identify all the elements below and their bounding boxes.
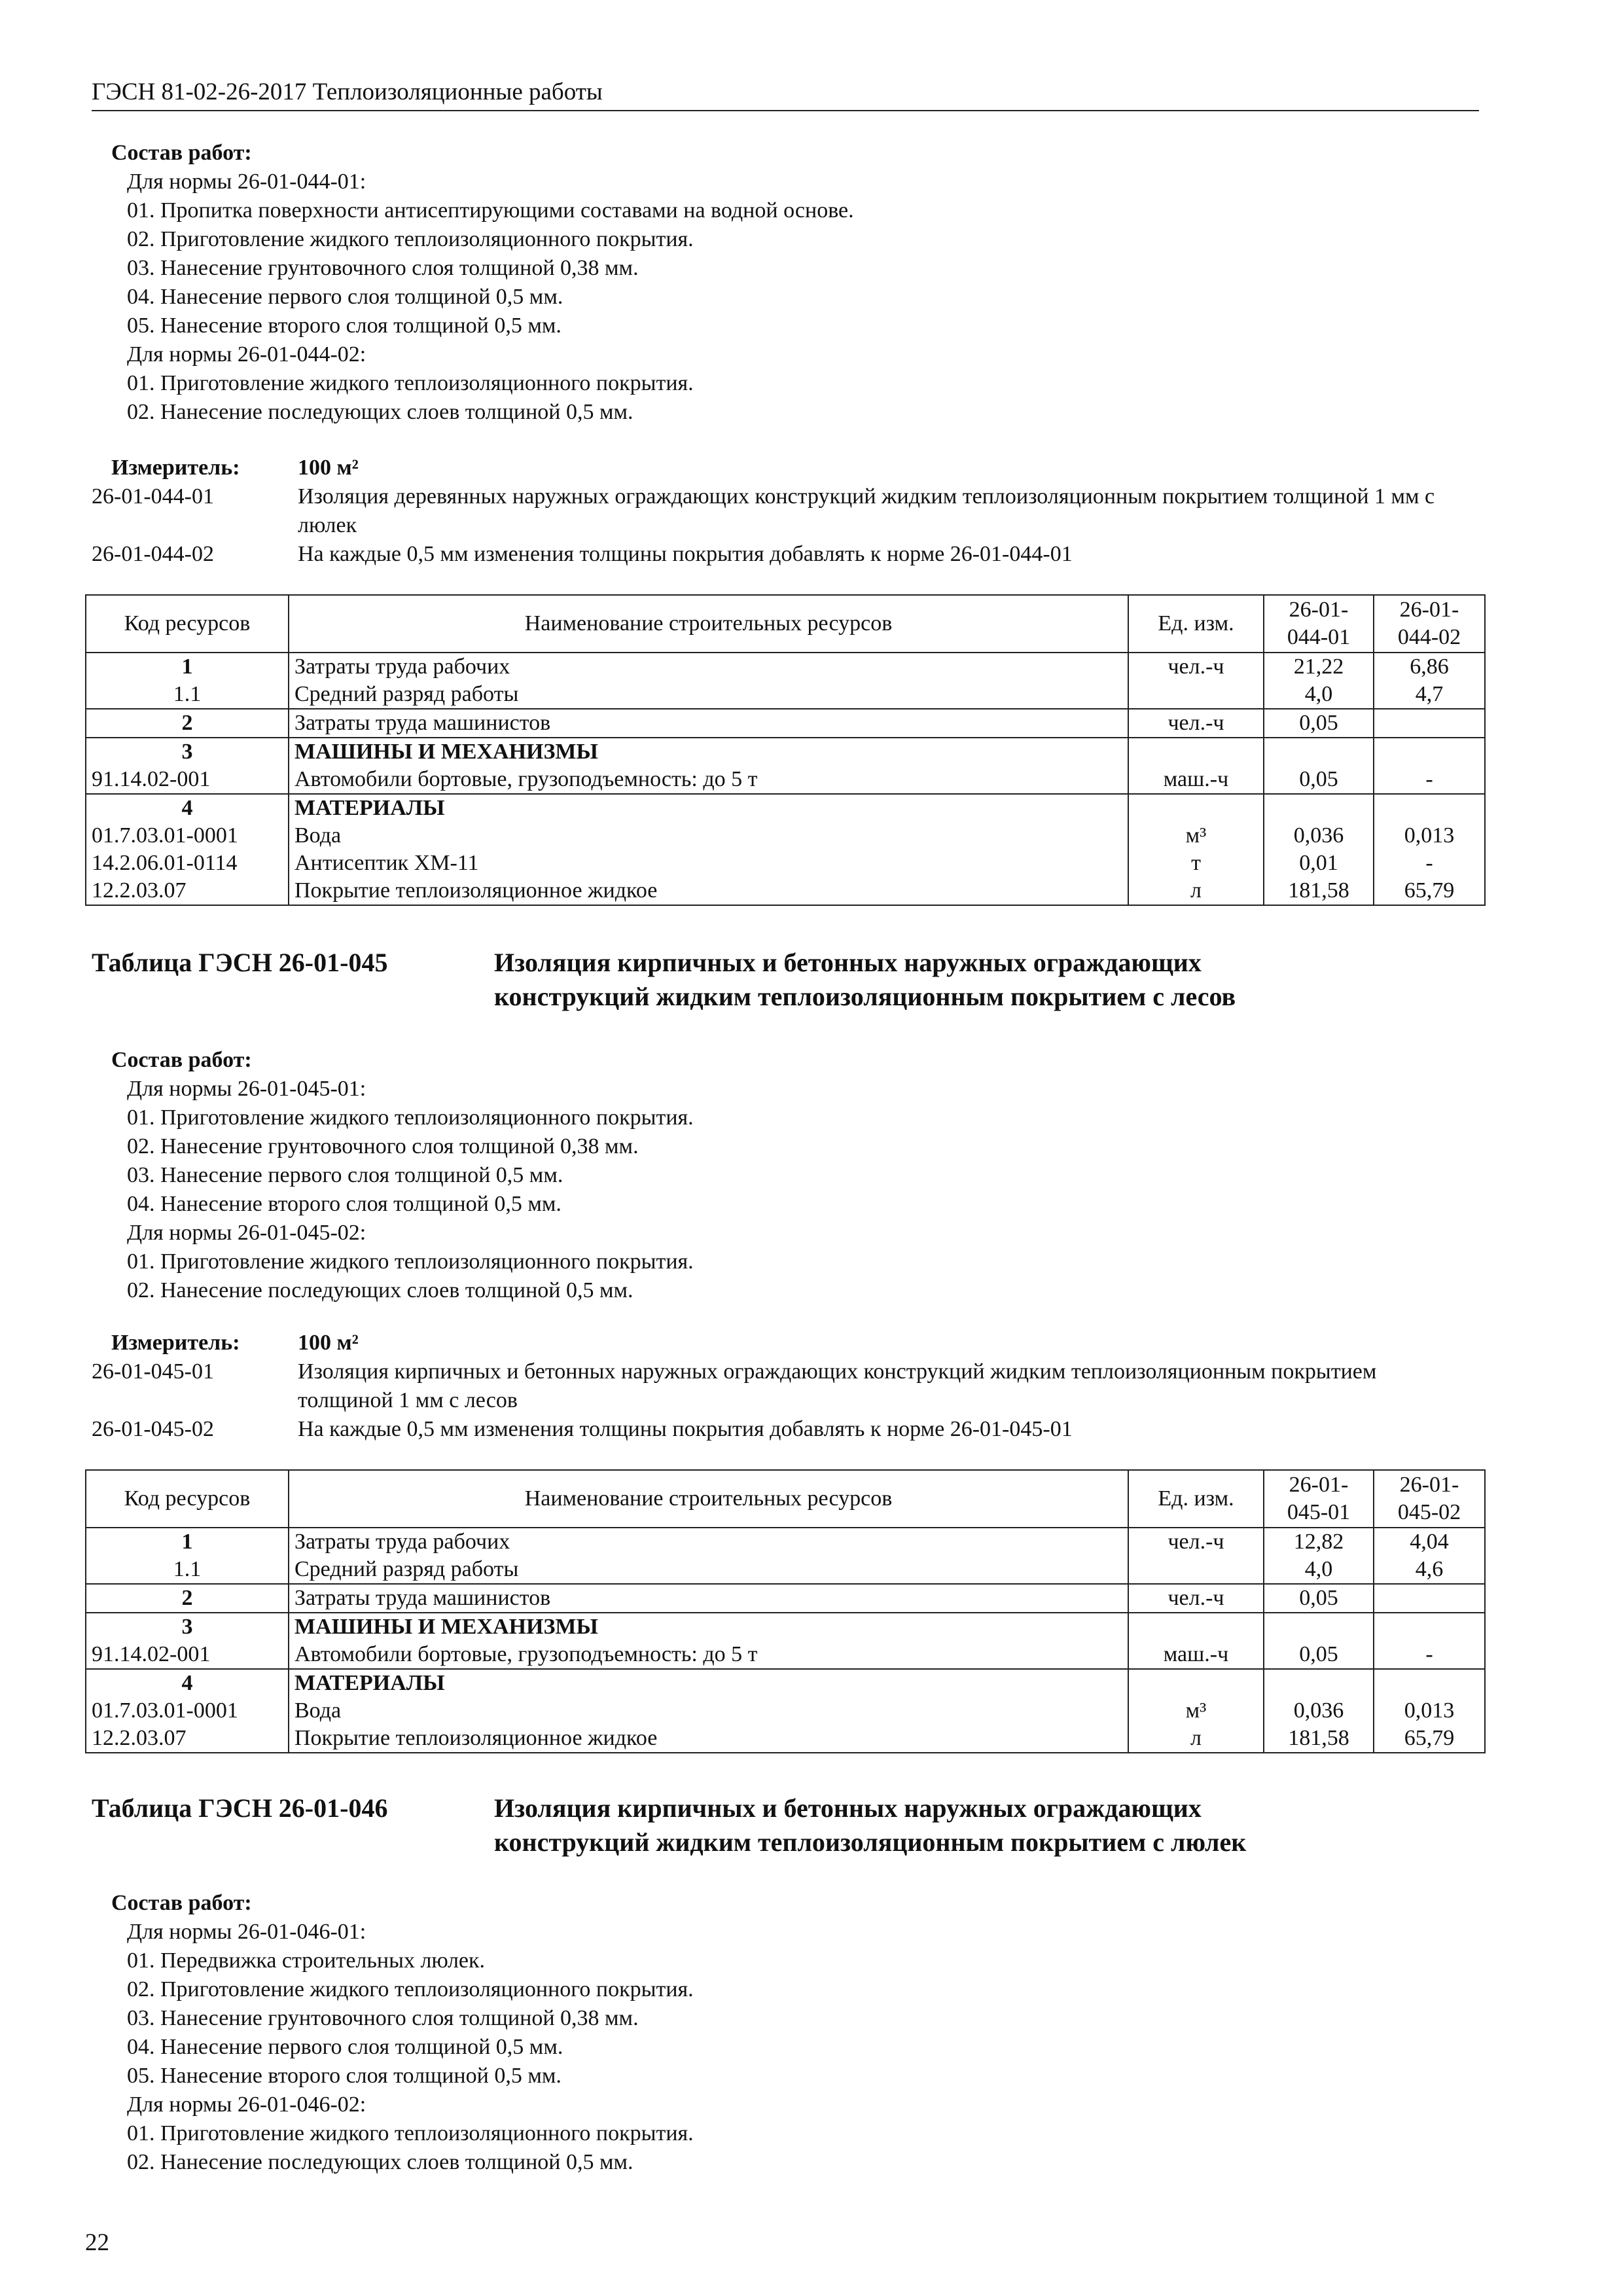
sostav-line: 01. Приготовление жидкого теплоизоляционного покрытия. <box>127 2121 694 2145</box>
cell-value-1: 12,82 <box>1264 1528 1374 1556</box>
table-title-name-line: Изоляция кирпичных и бетонных наружных ограждающих <box>494 948 1202 977</box>
table-row <box>86 1669 1485 1697</box>
cell-name: Автомобили бортовые, грузоподъемность: до 5 т <box>289 766 1128 794</box>
sostav-line: 03. Нанесение грунтовочного слоя толщиной 0,38 мм. <box>127 256 639 280</box>
table-row <box>86 1528 1485 1556</box>
norm-text: Изоляция кирпичных и бетонных наружных ограждающих конструкций жидким теплоизоляционным покрытием толщиной 1 мм с лесов <box>298 1359 1377 1412</box>
sostav-line: 01. Приготовление жидкого теплоизоляционного покрытия. <box>127 1249 694 1274</box>
cell-code: 12.2.03.07 <box>86 1725 289 1753</box>
table-row <box>86 1725 1485 1753</box>
sostav-line: 01. Передвижка строительных люлек. <box>127 1948 486 1973</box>
cell-value-2: - <box>1374 766 1485 794</box>
cell-unit: л <box>1128 877 1264 905</box>
izmeritel-045 <box>92 1329 1486 1444</box>
cell-code: 12.2.03.07 <box>86 877 289 905</box>
cell-name: Покрытие теплоизоляционное жидкое <box>289 1725 1128 1753</box>
col-header-norm-2: 26-01-045-02 <box>1374 1470 1485 1528</box>
cell-unit <box>1128 681 1264 709</box>
table-row <box>86 1641 1485 1669</box>
cell-name: МАШИНЫ И МЕХАНИЗМЫ <box>289 738 1128 766</box>
cell-value-2 <box>1374 1669 1485 1697</box>
resource-table-045 <box>85 1469 1486 1753</box>
cell-value-1: 4,0 <box>1264 681 1374 709</box>
sostav-line: Для нормы 26-01-045-01: <box>127 1077 366 1101</box>
cell-unit <box>1128 1613 1264 1641</box>
cell-code: 1.1 <box>86 681 289 709</box>
norm-code: 26-01-045-01 <box>92 1359 214 1384</box>
page-number: 22 <box>85 2229 109 2256</box>
sostav-line: 01. Приготовление жидкого теплоизоляционного покрытия. <box>127 1105 694 1130</box>
cell-unit <box>1128 1556 1264 1584</box>
cell-value-2: 4,6 <box>1374 1556 1485 1584</box>
izmeritel-044 <box>92 454 1486 569</box>
cell-name: Средний разряд работы <box>289 681 1128 709</box>
sostav-line: 02. Нанесение последующих слоев толщиной 0,5 мм. <box>127 400 633 424</box>
table-row <box>86 1556 1485 1584</box>
sostav-line: Для нормы 26-01-046-01: <box>127 1920 366 1944</box>
cell-value-1: 0,05 <box>1264 1584 1374 1613</box>
col-header-name: Наименование строительных ресурсов <box>289 595 1128 653</box>
cell-unit: чел.-ч <box>1128 1584 1264 1613</box>
cell-name: Вода <box>289 1697 1128 1725</box>
cell-value-1: 0,05 <box>1264 709 1374 738</box>
cell-value-2: - <box>1374 1641 1485 1669</box>
sostav-line: 02. Нанесение грунтовочного слоя толщиной 0,38 мм. <box>127 1134 639 1158</box>
cell-unit: маш.-ч <box>1128 1641 1264 1669</box>
cell-value-2: 65,79 <box>1374 1725 1485 1753</box>
sostav-title: Состав работ: <box>111 141 252 165</box>
table-row <box>86 877 1485 905</box>
norm-code: 26-01-045-02 <box>92 1417 214 1441</box>
cell-value-2: 6,86 <box>1374 653 1485 681</box>
cell-code: 2 <box>86 1584 289 1613</box>
sostav-line: 04. Нанесение первого слоя толщиной 0,5 мм. <box>127 285 563 309</box>
norm-text: На каждые 0,5 мм изменения толщины покрытия добавлять к норме 26-01-044-01 <box>298 542 1073 566</box>
cell-name: Затраты труда машинистов <box>289 709 1128 738</box>
cell-name: Затраты труда рабочих <box>289 1528 1128 1556</box>
cell-code: 2 <box>86 709 289 738</box>
cell-value-1 <box>1264 794 1374 822</box>
cell-name: Вода <box>289 822 1128 850</box>
cell-value-1: 0,05 <box>1264 766 1374 794</box>
table-title-name-line: Изоляция кирпичных и бетонных наружных ограждающих <box>494 1793 1202 1823</box>
col-header-unit: Ед. изм. <box>1128 1470 1264 1528</box>
cell-value-1: 0,036 <box>1264 822 1374 850</box>
sostav-line: Для нормы 26-01-045-02: <box>127 1221 366 1245</box>
cell-unit: чел.-ч <box>1128 709 1264 738</box>
sostav-line: 02. Приготовление жидкого теплоизоляционного покрытия. <box>127 227 694 251</box>
table-row <box>86 766 1485 794</box>
cell-code: 91.14.02-001 <box>86 766 289 794</box>
cell-name: Покрытие теплоизоляционное жидкое <box>289 877 1128 905</box>
cell-unit: м³ <box>1128 1697 1264 1725</box>
cell-name: Антисептик ХМ-11 <box>289 850 1128 877</box>
cell-value-2 <box>1374 738 1485 766</box>
cell-name: Средний разряд работы <box>289 1556 1128 1584</box>
table-row <box>86 1584 1485 1613</box>
cell-name: Затраты труда рабочих <box>289 653 1128 681</box>
cell-name: Затраты труда машинистов <box>289 1584 1128 1613</box>
izmeritel-value: 100 м² <box>298 1331 359 1355</box>
cell-code: 14.2.06.01-0114 <box>86 850 289 877</box>
col-header-code: Код ресурсов <box>86 595 289 653</box>
table-row <box>86 794 1485 822</box>
cell-name: Автомобили бортовые, грузоподъемность: до 5 т <box>289 1641 1128 1669</box>
cell-unit <box>1128 794 1264 822</box>
cell-unit: маш.-ч <box>1128 766 1264 794</box>
cell-value-2: 4,7 <box>1374 681 1485 709</box>
running-header: ГЭСН 81-02-26-2017 Теплоизоляционные работы <box>92 77 1479 111</box>
cell-value-2: 0,013 <box>1374 822 1485 850</box>
cell-value-1: 0,05 <box>1264 1641 1374 1669</box>
cell-unit: чел.-ч <box>1128 653 1264 681</box>
cell-value-1: 181,58 <box>1264 1725 1374 1753</box>
sostav-line: 02. Нанесение последующих слоев толщиной 0,5 мм. <box>127 1278 633 1302</box>
cell-value-2: 65,79 <box>1374 877 1485 905</box>
cell-code: 4 <box>86 794 289 822</box>
cell-code: 1 <box>86 653 289 681</box>
cell-name: МАТЕРИАЛЫ <box>289 794 1128 822</box>
cell-code: 3 <box>86 1613 289 1641</box>
sostav-line: 05. Нанесение второго слоя толщиной 0,5 мм. <box>127 314 562 338</box>
table-title-name-line: конструкций жидким теплоизоляционным покрытием с лесов <box>494 982 1236 1011</box>
cell-unit: л <box>1128 1725 1264 1753</box>
cell-unit <box>1128 1669 1264 1697</box>
cell-code: 01.7.03.01-0001 <box>86 1697 289 1725</box>
cell-code: 3 <box>86 738 289 766</box>
table-row <box>86 1613 1485 1641</box>
sostav-title: Состав работ: <box>111 1048 252 1072</box>
izmeritel-label: Измеритель: <box>111 1331 240 1355</box>
cell-value-1 <box>1264 738 1374 766</box>
table-row <box>86 850 1485 877</box>
cell-value-1: 181,58 <box>1264 877 1374 905</box>
cell-value-1: 0,01 <box>1264 850 1374 877</box>
col-header-norm-1: 26-01-045-01 <box>1264 1470 1374 1528</box>
table-row <box>86 822 1485 850</box>
cell-name: МАШИНЫ И МЕХАНИЗМЫ <box>289 1613 1128 1641</box>
cell-code: 01.7.03.01-0001 <box>86 822 289 850</box>
cell-code: 91.14.02-001 <box>86 1641 289 1669</box>
table-title-name-line: конструкций жидким теплоизоляционным покрытием с люлек <box>494 1827 1247 1857</box>
sostav-line: 01. Приготовление жидкого теплоизоляционного покрытия. <box>127 371 694 395</box>
cell-value-2: 4,04 <box>1374 1528 1485 1556</box>
table-title-046 <box>92 1791 1486 1859</box>
resource-table-044 <box>85 594 1486 906</box>
sostav-line: 03. Нанесение грунтовочного слоя толщиной 0,38 мм. <box>127 2006 639 2030</box>
sostav-line: Для нормы 26-01-044-02: <box>127 342 366 367</box>
col-header-name: Наименование строительных ресурсов <box>289 1470 1128 1528</box>
cell-unit: м³ <box>1128 822 1264 850</box>
col-header-norm-1: 26-01-044-01 <box>1264 595 1374 653</box>
cell-value-1: 0,036 <box>1264 1697 1374 1725</box>
sostav-line: 02. Нанесение последующих слоев толщиной 0,5 мм. <box>127 2150 633 2174</box>
izmeritel-value: 100 м² <box>298 456 359 480</box>
sostav-line: 02. Приготовление жидкого теплоизоляционного покрытия. <box>127 1977 694 2001</box>
sostav-line: 03. Нанесение первого слоя толщиной 0,5 мм. <box>127 1163 563 1187</box>
cell-name: МАТЕРИАЛЫ <box>289 1669 1128 1697</box>
cell-unit: т <box>1128 850 1264 877</box>
cell-code: 1.1 <box>86 1556 289 1584</box>
cell-value-1 <box>1264 1669 1374 1697</box>
norm-code: 26-01-044-01 <box>92 484 214 509</box>
cell-code: 1 <box>86 1528 289 1556</box>
sostav-line: Для нормы 26-01-046-02: <box>127 2092 366 2117</box>
cell-unit: чел.-ч <box>1128 1528 1264 1556</box>
cell-value-1 <box>1264 1613 1374 1641</box>
cell-value-2 <box>1374 1584 1485 1613</box>
col-header-norm-2: 26-01-044-02 <box>1374 595 1485 653</box>
sostav-line: 04. Нанесение первого слоя толщиной 0,5 мм. <box>127 2035 563 2059</box>
cell-value-1: 4,0 <box>1264 1556 1374 1584</box>
norm-text: На каждые 0,5 мм изменения толщины покрытия добавлять к норме 26-01-045-01 <box>298 1417 1073 1441</box>
sostav-line: 04. Нанесение второго слоя толщиной 0,5 мм. <box>127 1192 562 1216</box>
sostav-line: 05. Нанесение второго слоя толщиной 0,5 мм. <box>127 2064 562 2088</box>
col-header-code: Код ресурсов <box>86 1470 289 1528</box>
cell-value-2 <box>1374 794 1485 822</box>
sostav-line: Для нормы 26-01-044-01: <box>127 170 366 194</box>
cell-value-2 <box>1374 1613 1485 1641</box>
sostav-rabot-046 <box>92 1889 1486 2177</box>
col-header-unit: Ед. изм. <box>1128 595 1264 653</box>
norm-text: Изоляция деревянных наружных ограждающих конструкций жидким теплоизоляционным покрытием толщиной 1 мм с люлек <box>298 484 1435 537</box>
table-row <box>86 681 1485 709</box>
table-row <box>86 709 1485 738</box>
table-row <box>86 738 1485 766</box>
sostav-rabot-044 <box>92 139 1486 427</box>
sostav-rabot-045 <box>92 1046 1486 1305</box>
table-row <box>86 653 1485 681</box>
table-title-045 <box>92 946 1486 1014</box>
sostav-title: Состав работ: <box>111 1891 252 1915</box>
izmeritel-label: Измеритель: <box>111 456 240 480</box>
cell-value-2 <box>1374 709 1485 738</box>
sostav-line: 01. Пропитка поверхности антисептирующими составами на водной основе. <box>127 198 854 223</box>
cell-value-1: 21,22 <box>1264 653 1374 681</box>
cell-code: 4 <box>86 1669 289 1697</box>
table-title-code: Таблица ГЭСН 26-01-045 <box>92 948 388 977</box>
cell-unit <box>1128 738 1264 766</box>
cell-value-2: 0,013 <box>1374 1697 1485 1725</box>
cell-value-2: - <box>1374 850 1485 877</box>
norm-code: 26-01-044-02 <box>92 542 214 566</box>
table-title-code: Таблица ГЭСН 26-01-046 <box>92 1793 388 1823</box>
table-row <box>86 1697 1485 1725</box>
